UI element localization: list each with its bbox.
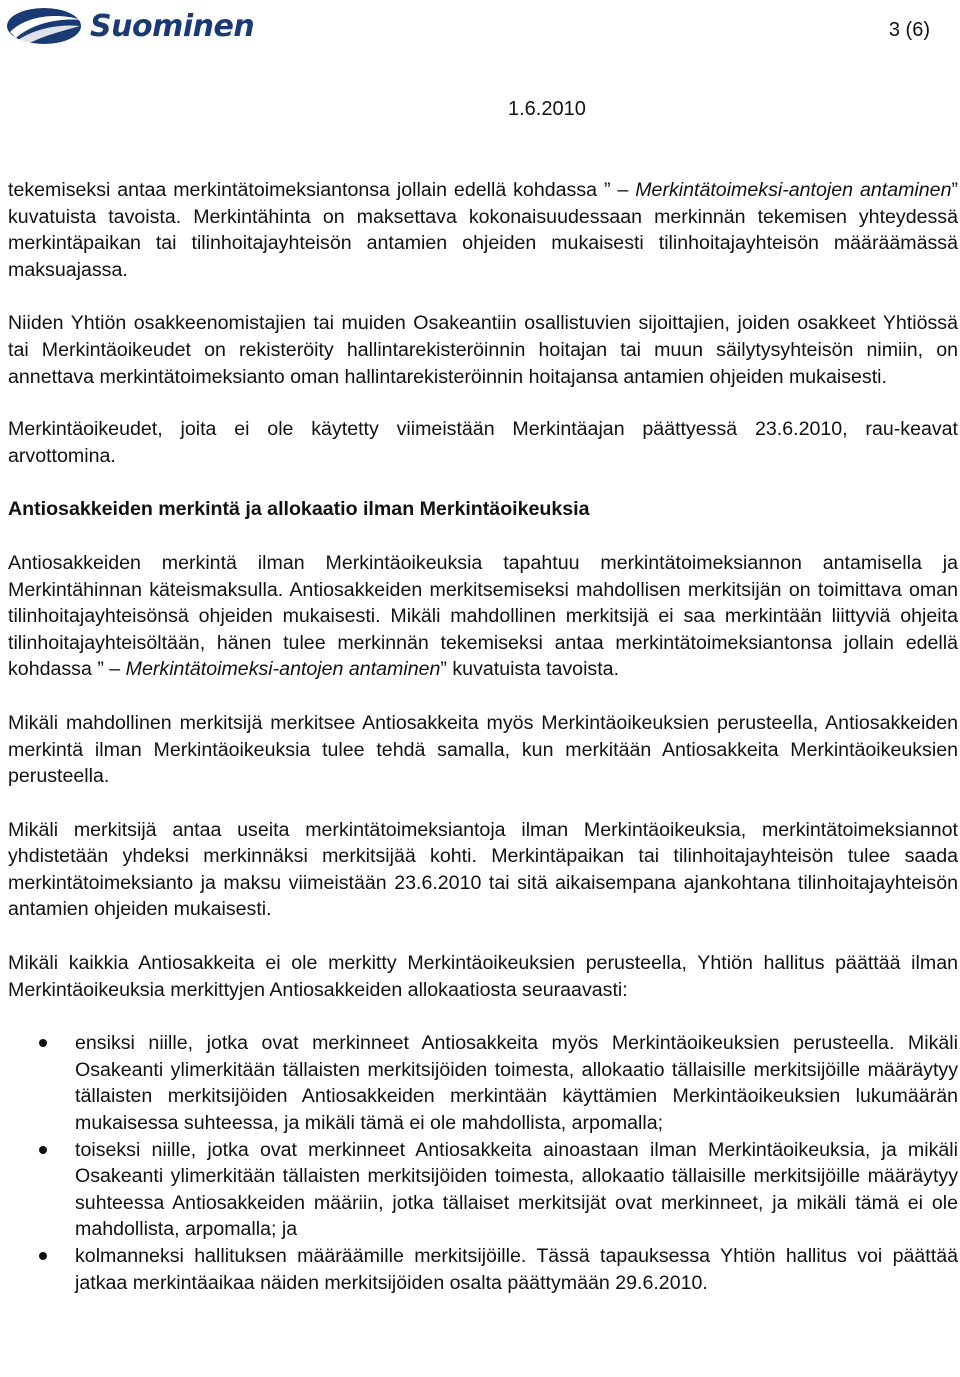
list-item [8,1243,958,1296]
bullet-icon [39,1039,47,1047]
document-body [8,177,958,1296]
document-date: 1.6.2010 [508,98,586,120]
paragraph-1-dash: – [610,179,636,201]
paragraph-4-emphasis: Merkintätoimeksi-antojen antaminen [125,658,441,681]
paragraph-4 [8,550,958,683]
list-item-text: ensiksi niille, jotka ovat merkinneet Antiosakkeita myös Merkintäoikeuksien perusteella. Mikäli Osakeanti ylimerkitään tällaisten merkitsijöiden toimesta, allokaatio tällaisille merkitsijöille määräytyy tällaisten merkitsijöiden Antiosakkeiden merkintään käyttämien Merkintäoikeuksien lukumäärän mukaisessa suhteessa, ja mikäli tämä ei ole mahdollista, arpomalla; [75,1032,958,1135]
list-item [8,1030,958,1136]
paragraph-6: Mikäli merkitsijä antaa useita merkintätoimeksiantoja ilman Merkintäoikeuksia, merkintätoimeksiannot yhdistetään yhdeksi merkinnäksi merkitsijää kohti. Merkintäpaikan tai tilinhoitajayhteisön tulee saada merkintätoimeksianto ja maksu viimeistään 23.6.2010 tai sitä aikaisempana ajankohtana tilinhoitajayhteisön antamien ohjeiden mukaisesti. [8,818,958,921]
page-header [0,0,960,60]
paragraph-5: Mikäli mahdollinen merkitsijä merkitsee Antiosakkeita myös Merkintäoikeuksien perusteella, Antiosakkeiden merkintä ilman Merkintäoikeuksia tulee tehdä samalla, kun merkitään Antiosakkeita Merkintäoikeuksien perusteella. [8,711,958,788]
paragraph-1-text-b: ” kuvatuista tavoista. Merkintähinta on maksettava kokonaisuudessaan merkinnän tekemisen yhteydessä merkintäpaikan tai tilinhoitajayhteisön antamien ohjeiden mukaisesti tilinhoitajayhteisön määräämässä maksuajassa. [8,179,958,281]
suominen-logo-icon [6,6,84,46]
paragraph-1-emphasis: Merkintätoimeksi-antojen antaminen [635,179,952,201]
paragraph-4-text-a: Antiosakkeiden merkintä ilman Merkintäoikeuksia tapahtuu merkintätoimeksiannon antamisella ja Merkintähinnan käteismaksulla. Antiosakkeiden merkitsemiseksi mahdollisen merkitsijän on toimittava oman tilinhoitajayhteisönsä ohjeiden mukaisesti. Mikäli mahdollinen merkitsijä ei saa merkintään liittyviä ohjeita tilinhoitajayhteisöltään, hänen tulee merkinnän tekemiseksi antaa merkintätoimeksiantonsa jollain edellä kohdassa ” [8,551,958,681]
bullet-icon [39,1252,47,1260]
page-number: 3 (6) [888,19,930,41]
list-item-text: toiseksi niille, jotka ovat merkinneet Antiosakkeita ainoastaan ilman Merkintäoikeuksia, ja mikäli Osakeanti ylimerkitään tällaisten merkitsijöiden toimesta, allokaatio tällaisille merkitsijöille määräytyy suhteessa Antiosakkeiden määriin, jotka tällaiset merkitsijät ovat merkinneet, ja mikäli tämä ei ole mahdollista, arpomalla; ja [75,1138,958,1241]
section-heading: Antiosakkeiden merkintä ja allokaatio ilman Merkintäoikeuksia [8,498,590,521]
paragraph-1-text-a: tekemiseksi antaa merkintätoimeksiantonsa jollain edellä kohdassa ” [8,179,611,201]
bullet-icon [39,1146,47,1154]
paragraph-7: Mikäli kaikkia Antiosakkeita ei ole merkitty Merkintäoikeuksien perusteella, Yhtiön hallitus päättää ilman Merkintäoikeuksia merkittyjen Antiosakkeiden allokaatiosta seuraavasti: [8,952,958,1001]
list-item [8,1137,958,1243]
paragraph-2: Niiden Yhtiön osakkeenomistajien tai muiden Osakeantiin osallistuvien sijoittajien, joiden osakkeet Yhtiössä tai Merkintäoikeudet on rekisteröity hallintarekisteröinnin hoitajan tai muun säilytysyhteisön nimiin, on annettava merkintätoimeksianto oman hallintarekisteröinnin hoitajansa antamien ohjeiden mukaisesti. [8,312,958,388]
paragraph-4-text-b: ” kuvatuista tavoista. [440,658,620,681]
paragraph-1 [8,177,958,283]
company-logo [6,6,254,46]
allocation-list [8,1030,958,1296]
company-name: Suominen [90,8,255,44]
paragraph-4-dash: – [103,658,126,681]
paragraph-3: Merkintäoikeudet, joita ei ole käytetty viimeistään Merkintäajan päättyessä 23.6.2010, rau-keavat arvottomina. [8,418,958,467]
list-item-text: kolmanneksi hallituksen määräämille merkitsijöille. Tässä tapauksessa Yhtiön hallitus voi päättää jatkaa merkintäaikaa näiden merkitsijöiden osalta päättymään 29.6.2010. [75,1245,958,1294]
